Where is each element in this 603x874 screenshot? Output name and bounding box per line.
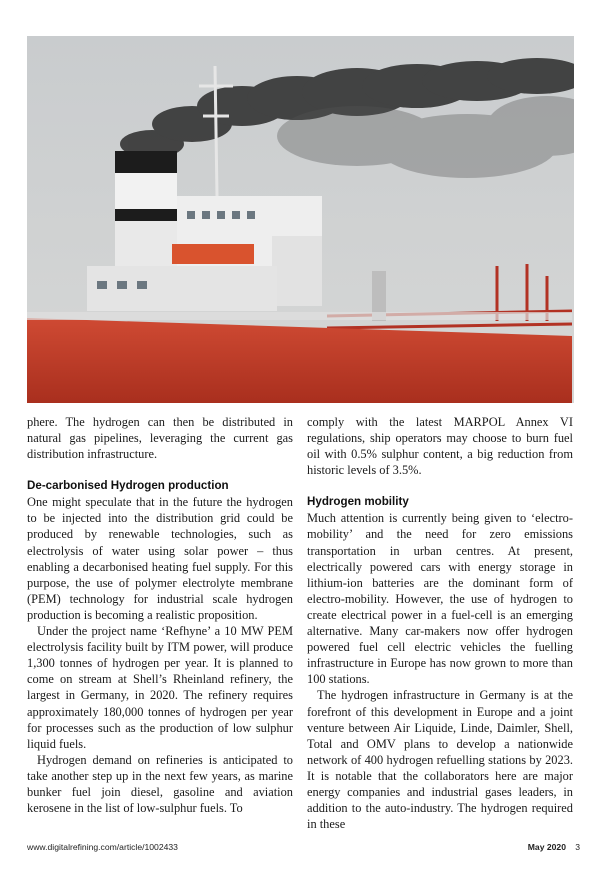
heading-decarbonised-hydrogen: De-carbonised Hydrogen production <box>27 479 229 493</box>
page-footer <box>27 842 580 856</box>
footer-url[interactable]: www.digitalrefining.com/article/1002433 <box>27 842 178 852</box>
mobility-paragraph-2: The hydrogen infrastructure in Germany is at the forefront of this development in Europe and a joint venture between Air Liquide, Linde, Daimler, Shell, Total and OMV plans to develop a nationwide network of 400 hydrogen refuelling stations by 2023. It is notable that the collaborators here are major energy companies and industrial gases leaders, in addition to the auto-industry. The hydrogen required in these <box>307 688 573 832</box>
decarbonised-paragraph-3: Hydrogen demand on refineries is anticipated to take another step up in the next few years, as marine bunker fuel join diesel, gasoline and aviation kerosene in the list of low-sulphur fuels. To <box>27 752 293 816</box>
tanker-ship-with-smoke-photo <box>27 36 574 403</box>
left-continued-paragraph: phere. The hydrogen can then be distributed in natural gas pipelines, leveraging the current gas distribution infrastructure. <box>27 415 293 462</box>
footer-page-number: 3 <box>575 842 580 852</box>
heading-hydrogen-mobility: Hydrogen mobility <box>307 495 409 509</box>
left-column <box>27 414 293 816</box>
decarbonised-paragraph-2: Under the project name ‘Refhyne’ a 10 MW PEM electrolysis facility built by ITM power, will produce 1,300 tonnes of hydrogen per year. It is planned to come on stream at Shell’s Rheinland refinery, the largest in Germany, in 2020. The refinery requires approximately 180,000 tonnes of hydrogen per year for processes such as the production of low sulphur liquid fuels. <box>27 624 293 751</box>
right-column <box>307 414 573 832</box>
footer-date: May 2020 <box>527 842 566 852</box>
ship-funnel <box>115 151 177 266</box>
right-continued-paragraph: comply with the latest MARPOL Annex VI regulations, ship operators may choose to burn fuel oil with 0.5% sulphur content, a big reduction from historic levels of 3.5%. <box>307 415 573 478</box>
mobility-paragraph-1: Much attention is currently being given to ‘electro-mobility’ and the need for zero emissions transportation in urban centres. At present, electrically powered cars with energy storage in lithium-ion batteries are the dominant form of electro-mobility. However, the use of hydrogen to create electrical power in a fuel-cell is an emerging alternative. Many car-makers now offer hydrogen powered fuel cell electric vehicles the fuelling infrastructure in Europe has now grown to more than 100 stations. <box>307 511 573 687</box>
decarbonised-paragraph-1: One might speculate that in the future the hydrogen to be injected into the distribution grid could be produced by renewable technologies, such as electrolysis of water using solar power – thus enabling a decarbonised heating fuel supply. For this purpose, the use of polymer electrolyte membrane (PEM) technology for industrial scale hydrogen production is becoming a realistic proposition. <box>27 495 293 622</box>
